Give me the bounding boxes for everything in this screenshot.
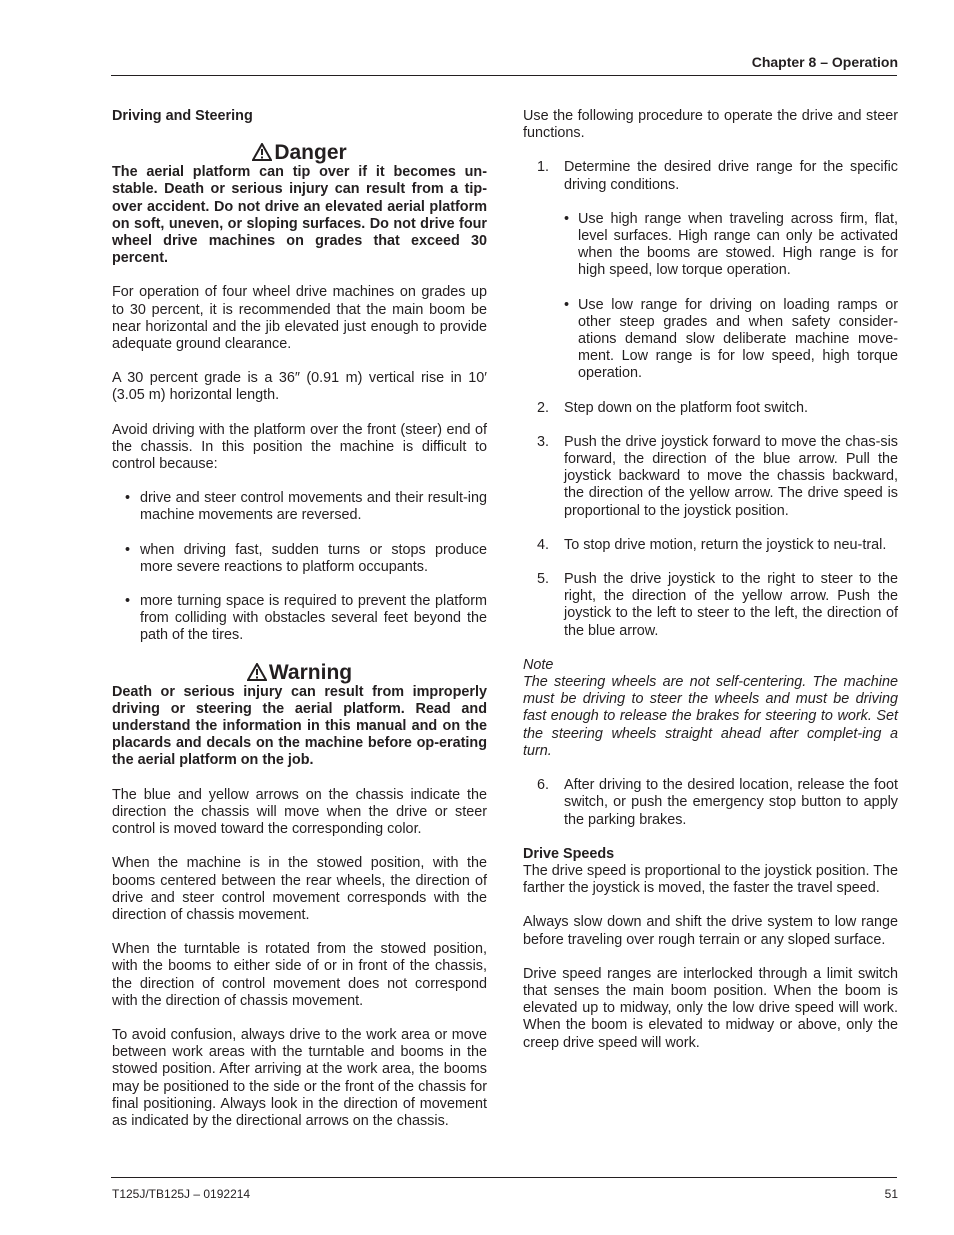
step-item: 3. Push the drive joystick forward to move the chas-sis forward, the direction of the blue arrow. Pull the joystick backward to move the chassis backward, the direction of the yellow arrow. The drive speed is proportional to the joystick position. <box>537 433 898 519</box>
paragraph: Use the following procedure to operate the drive and steer functions. <box>523 108 898 142</box>
paragraph: Always slow down and shift the drive system to low range before traveling over rough terrain or any sloped surface. <box>523 914 898 948</box>
footer-rule <box>111 1177 897 1178</box>
danger-title-text: Danger <box>274 141 347 165</box>
paragraph: When the turntable is rotated from the stowed position, with the booms to either side of or in front of the chassis, the direction of control movement does not correspond with the direction of chassis movement. <box>112 941 487 1009</box>
warning-text: Death or serious injury can result from improperly driving or steering the aerial platform. Read and understand the information in this manual and on the placards and decals on the machine before op-erating the aerial platform on the job. <box>112 683 487 769</box>
paragraph: Drive speed ranges are interlocked through a limit switch that senses the main boom position. When the boom is elevated up to midway, only the low drive speed will work. When the boom is elevated to midway or above, only the creep drive speed will work. <box>523 965 898 1051</box>
footer-model: T125J/TB125J – 0192214 <box>112 1187 251 1201</box>
drive-speeds-title: Drive Speeds <box>523 845 615 862</box>
right-column <box>523 108 898 1069</box>
step-item: 4. To stop drive motion, return the joystick to neu-tral. <box>537 536 887 553</box>
step-list <box>523 777 898 829</box>
danger-text: The aerial platform can tip over if it becomes un-stable. Death or serious injury can result from a tip-over accident. Do not drive an elevated aerial platform on soft, uneven, or sloping surfaces. Do not drive four wheel drive machines on grades that exceed 30 percent. <box>112 164 487 267</box>
warning-title-text: Warning <box>268 660 353 684</box>
list-item: • drive and steer control movements and their result-ing machine movements are reversed. <box>125 490 487 524</box>
step-item: 5. Push the drive joystick to the right to steer to the right, the direction of the yellow arrow. Push the joystick to the left to steer to the left, the direction of the blue arrow. <box>537 571 898 639</box>
list-item: • Use low range for driving on loading ramps or other steep grades and when safety consider-ations demand slow deliberate machine move-ment. Low range is for low speed, high torque operation. <box>564 296 898 382</box>
step-list <box>523 159 898 639</box>
header-rule <box>111 75 897 76</box>
note-label: Note <box>523 656 554 673</box>
bullet-list <box>112 490 487 644</box>
step-item: 2. Step down on the platform foot switch. <box>537 399 808 416</box>
paragraph: To avoid confusion, always drive to the work area or move between work areas with the turntable and booms in the stowed position. After arriving at the work area, the booms may be positioned to the side or the front of the chassis for final positioning. Always look in the direction of movement as indicated by the directional arrows on the chassis. <box>112 1026 487 1129</box>
paragraph: A 30 percent grade is a 36″ (0.91 m) vertical rise in 10′ (3.05 m) horizontal length. <box>112 370 487 404</box>
danger-title <box>112 142 487 164</box>
paragraph: For operation of four wheel drive machines on grades up to 30 percent, it is recommended that the main boom be near horizontal and the jib elevated just enough to provide adequate ground clearance. <box>112 284 487 353</box>
step-item: 6. After driving to the desired location, release the foot switch, or push the emergency stop button to apply the parking brakes. <box>537 777 898 828</box>
list-item: • when driving fast, sudden turns or stops produce more severe reactions to platform occupants. <box>125 541 487 575</box>
page-number: 51 <box>884 1187 898 1201</box>
section-title: Driving and Steering <box>112 108 253 124</box>
list-item: • more turning space is required to prevent the platform from colliding with obstacles several feet beyond the path of the tires. <box>125 593 487 644</box>
sub-bullet-list <box>564 211 898 383</box>
note-text: The steering wheels are not self-centering. The machine must be driving to steer the wheels and must be driving fast enough to release the brakes for steering to work. Set the steering wheels straight ahead after complet-ing a turn. <box>523 674 898 759</box>
paragraph: The blue and yellow arrows on the chassis indicate the direction the chassis will move when the drive or steer control is moved toward the corresponding color. <box>112 786 487 838</box>
paragraph: Avoid driving with the platform over the front (steer) end of the chassis. In this position the machine is difficult to control because: <box>112 421 487 473</box>
warning-title <box>112 662 487 684</box>
list-item: • Use high range when traveling across firm, flat, level surfaces. High range can only be activated when the booms are stowed. High range is for high speed, low torque operation. <box>564 210 898 279</box>
warning-triangle-icon <box>252 143 272 161</box>
paragraph: When the machine is in the stowed position, with the booms centered between the rear wheels, the direction of drive and steer control movement corresponds with the direction of chassis movement. <box>112 855 487 923</box>
paragraph: The drive speed is proportional to the joystick position. The farther the joystick is moved, the faster the travel speed. <box>523 862 898 897</box>
warning-triangle-icon <box>247 663 267 681</box>
left-column <box>112 108 487 1147</box>
chapter-header: Chapter 8 – Operation <box>751 54 898 70</box>
step-item: 1. Determine the desired drive range for the specific driving conditions. • Use high range when traveling across firm, flat, level surfaces. High range can only be activated when the booms are stowed. High range is for high speed, low torque operation. • Use low range for driving on loading ramps or other steep grades and when safety consider-ations demand slow deliberate machine move-ment. Low range is for low speed, high torque operation. <box>537 159 898 382</box>
